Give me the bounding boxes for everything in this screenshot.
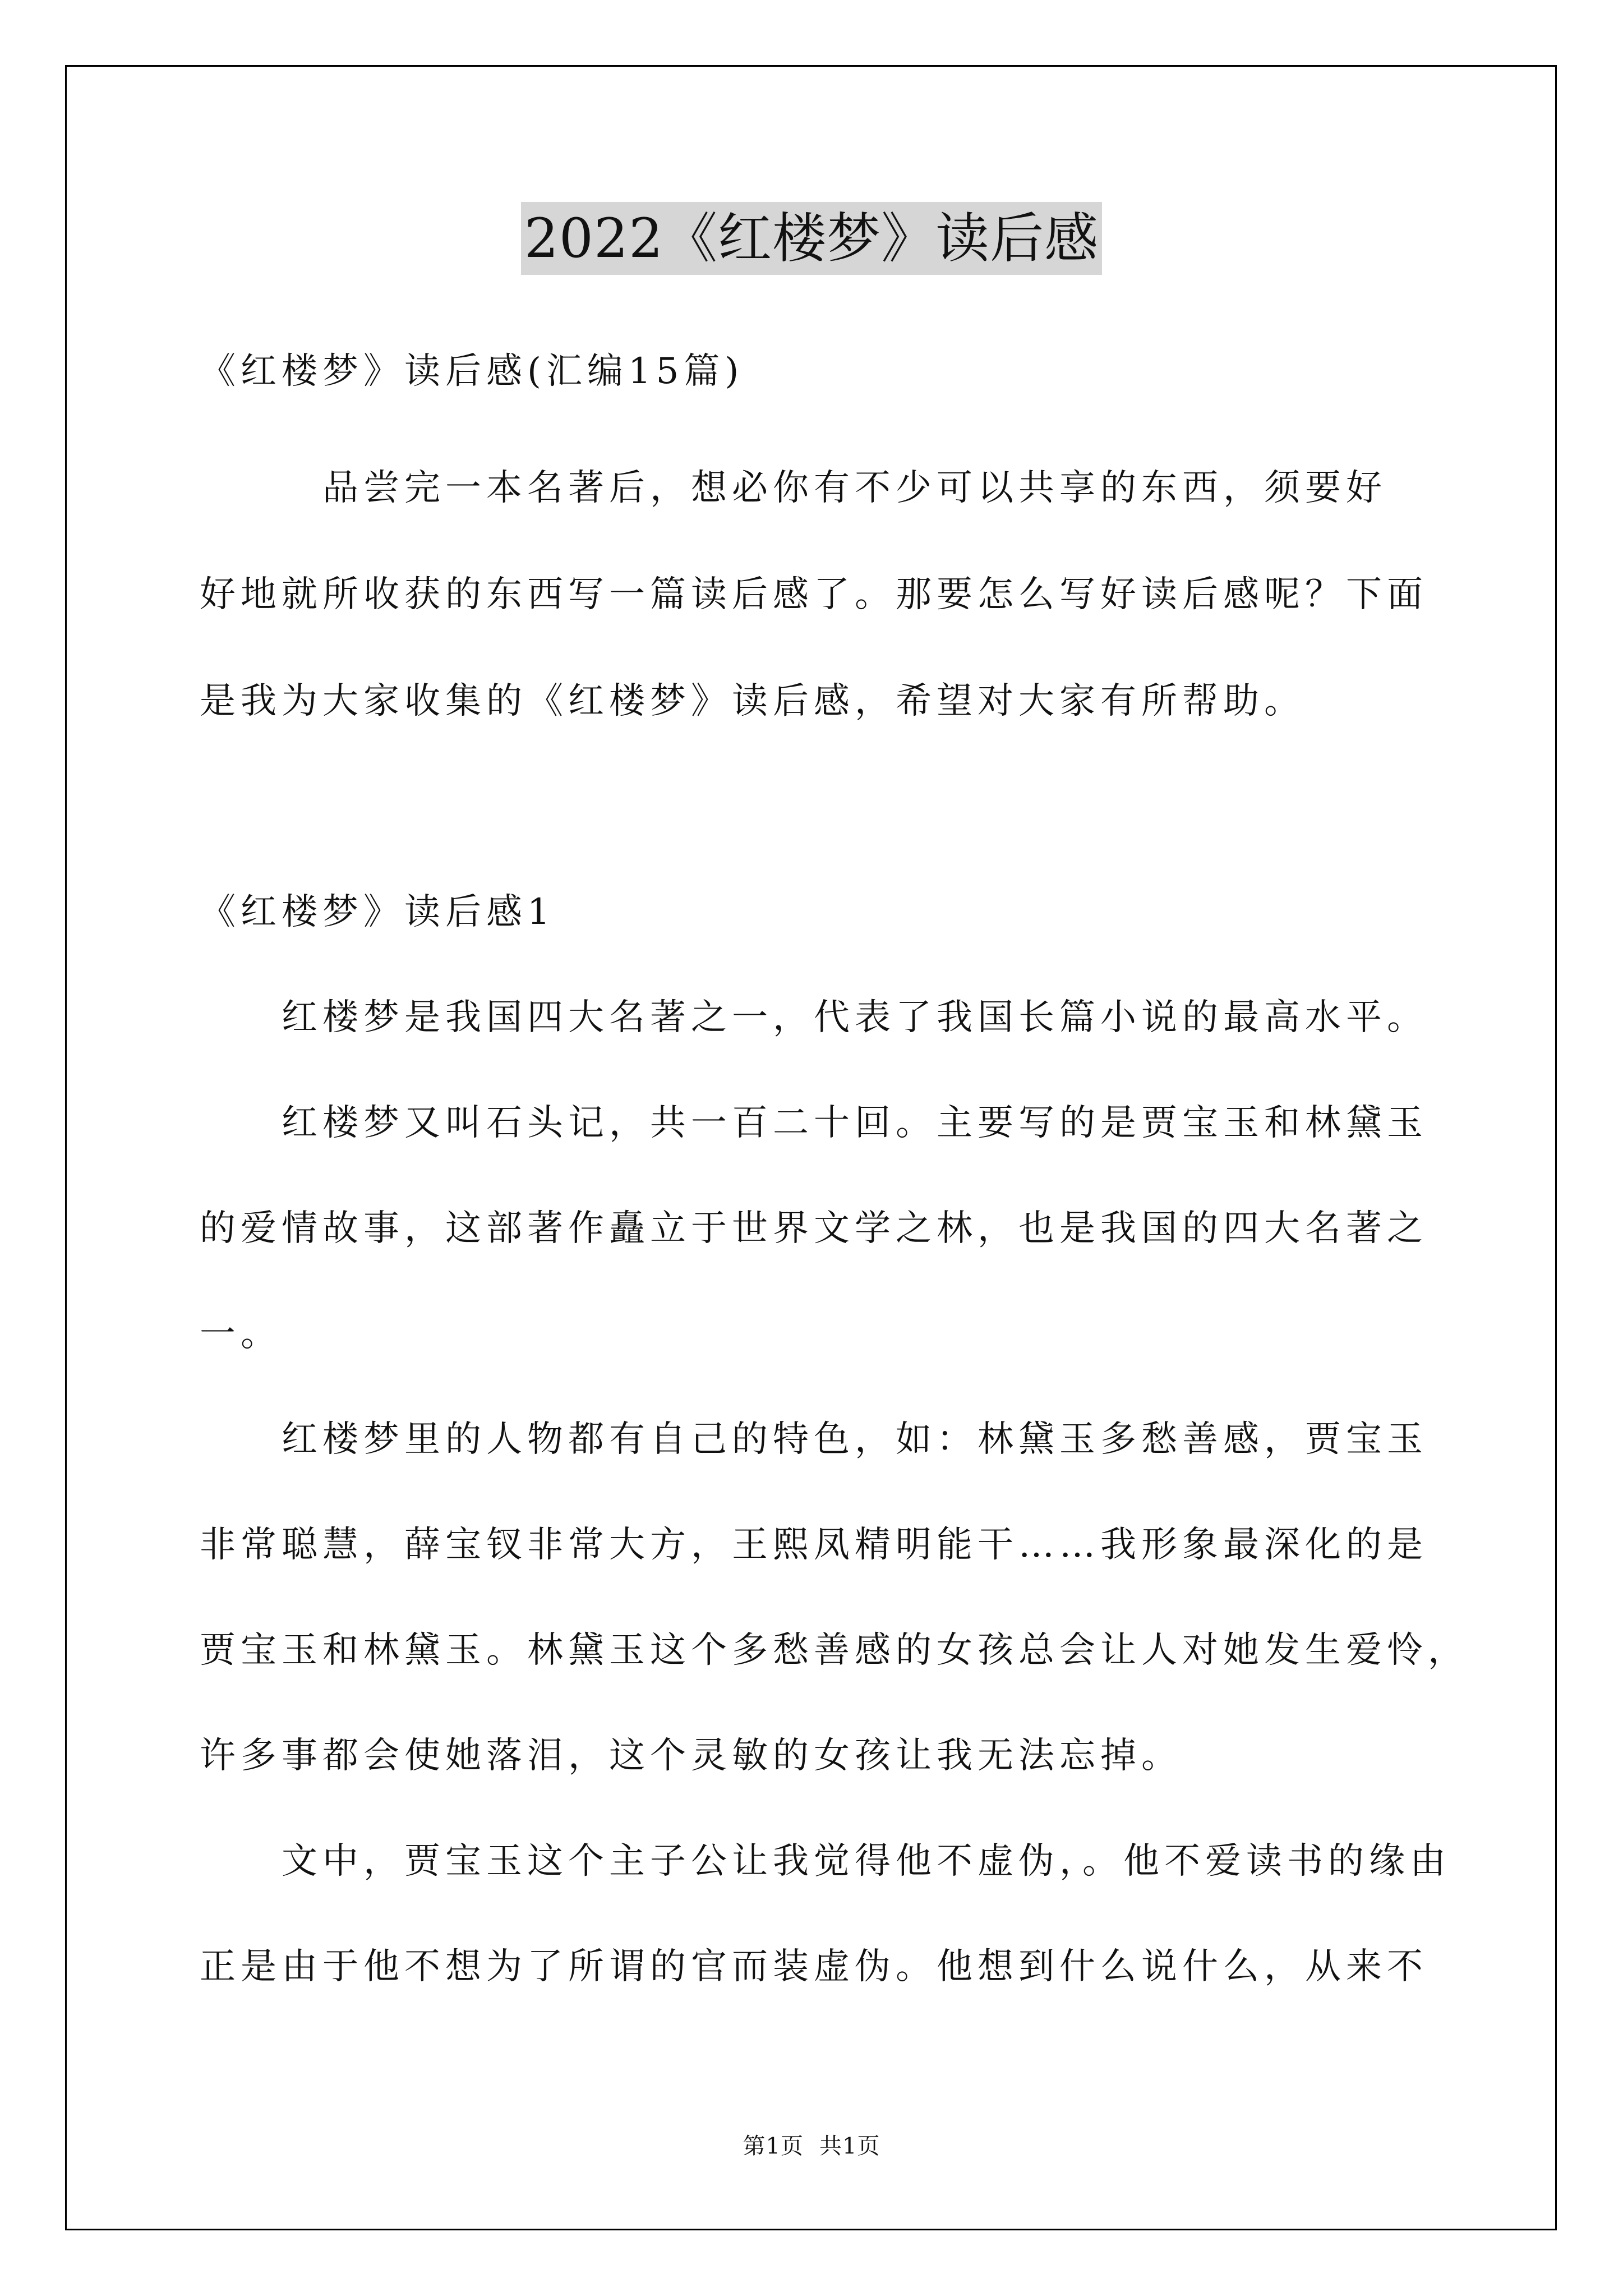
intro-line-3: 是我为大家收集的《红楼梦》读后感，希望对大家有所帮助。 xyxy=(200,680,1305,722)
body-line-1: 红楼梦是我国四大名著之一，代表了我国长篇小说的最高水平。 xyxy=(200,997,1428,1038)
body-line-3: 的爱情故事，这部著作矗立于世界文学之林，也是我国的四大名著之 xyxy=(200,1208,1428,1249)
title-container xyxy=(0,202,1623,275)
body-line-2: 红楼梦又叫石头记，共一百二十回。主要写的是贾宝玉和林黛玉 xyxy=(200,1102,1428,1144)
body-line-4: 一。 xyxy=(200,1313,282,1355)
document-subtitle: 《红楼梦》读后感(汇编15篇) xyxy=(200,351,744,392)
body-line-6: 非常聪慧，薛宝钗非常大方，王熙凤精明能干……我形象最深化的是 xyxy=(200,1524,1428,1566)
page-footer xyxy=(0,2131,1623,2162)
body-line-10: 正是由于他不想为了所谓的官而装虚伪。他想到什么说什么，从来不 xyxy=(200,1946,1428,1987)
section-heading: 《红楼梦》读后感1 xyxy=(200,891,555,933)
intro-line-2: 好地就所收获的东西写一篇读后感了。那要怎么写好读后感呢？下面 xyxy=(200,574,1428,615)
intro-line-1: 品尝完一本名著后，想必你有不少可以共享的东西，须要好 xyxy=(200,467,1387,509)
page-total: 共1页 xyxy=(819,2133,880,2159)
body-line-7: 贾宝玉和林黛玉。林黛玉这个多愁善感的女孩总会让人对她发生爱怜， xyxy=(200,1630,1469,1671)
page-number: 第1页 xyxy=(743,2133,804,2159)
document-title: 2022《红楼梦》读后感 xyxy=(521,202,1102,275)
body-line-5: 红楼梦里的人物都有自己的特色，如：林黛玉多愁善感，贾宝玉 xyxy=(200,1419,1428,1460)
body-line-9: 文中，贾宝玉这个主子公让我觉得他不虚伪，。他不爱读书的缘由 xyxy=(200,1841,1451,1882)
body-line-8: 许多事都会使她落泪，这个灵敏的女孩让我无法忘掉。 xyxy=(200,1735,1182,1777)
